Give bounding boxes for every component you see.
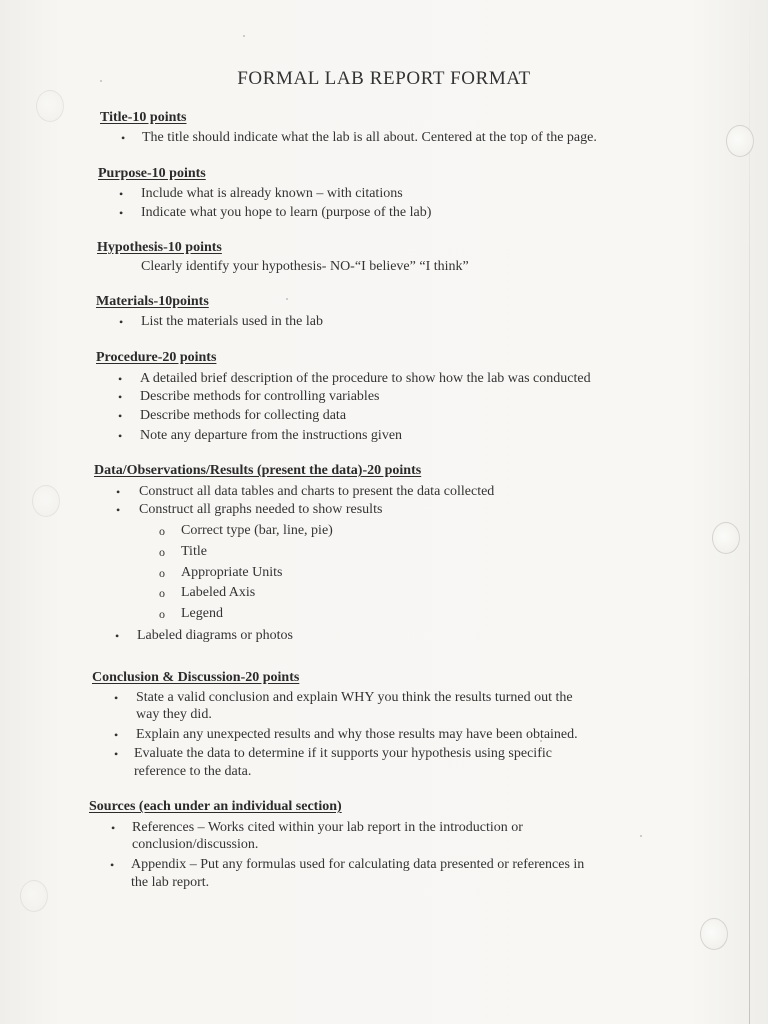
punch-hole-bottom-right: [700, 918, 728, 950]
sub-list-item: Appropriate Units: [181, 565, 283, 580]
bullet-icon: •: [121, 131, 126, 145]
list-item: Include what is already known – with citations: [141, 186, 403, 201]
punch-hole-middle-right: [712, 522, 740, 554]
bullet-icon: •: [118, 372, 123, 386]
sub-list-item: Correct type (bar, line, pie): [181, 523, 333, 538]
list-item: The title should indicate what the lab is all about. Centered at the top of the page.: [142, 130, 597, 145]
list-item: Appendix – Put any formulas used for calculating data presented or references in: [131, 857, 585, 872]
sub-bullet-icon: o: [159, 524, 165, 538]
bullet-icon: •: [118, 409, 123, 423]
section-sources: [89, 799, 342, 815]
section-materials: [96, 294, 209, 310]
bullet-icon: •: [114, 747, 119, 761]
section-heading: Materials-10points: [96, 294, 209, 309]
section-heading: Procedure-20 points: [96, 350, 217, 365]
bullet-icon: •: [118, 390, 123, 404]
bullet-icon: •: [116, 485, 121, 499]
bullet-icon: •: [119, 206, 124, 220]
section-title: [100, 110, 186, 126]
list-item-continued: reference to the data.: [134, 764, 252, 779]
sub-list-item: Legend: [181, 606, 223, 621]
section-conclusion: [92, 670, 299, 686]
sub-bullet-icon: o: [159, 545, 165, 559]
punch-hole-top-left: [36, 90, 64, 122]
bullet-icon: •: [118, 429, 123, 443]
list-item: List the materials used in the lab: [141, 314, 323, 329]
bullet-icon: •: [119, 315, 124, 329]
list-item: Labeled diagrams or photos: [137, 628, 293, 643]
bullet-icon: •: [114, 691, 119, 705]
sub-list-item: Labeled Axis: [181, 585, 256, 600]
list-item: Explain any unexpected results and why those results may have been obtained.: [136, 727, 578, 742]
sub-bullet-icon: o: [159, 607, 165, 621]
scan-speck: [243, 35, 245, 37]
list-item: Note any departure from the instructions given: [140, 428, 403, 443]
section-heading: Title-10 points: [100, 110, 187, 125]
bullet-icon: •: [119, 187, 124, 201]
bullet-icon: •: [115, 629, 120, 643]
section-hypothesis: [97, 240, 222, 256]
list-item-continued: the lab report.: [131, 875, 210, 890]
punch-hole-middle-left: [32, 485, 60, 517]
page-title: FORMAL LAB REPORT FORMAT: [237, 68, 531, 89]
list-item: A detailed brief description of the procedure to show how the lab was conducted: [140, 371, 591, 386]
section-heading: Sources (each under an individual section): [89, 799, 342, 814]
list-item-continued: conclusion/discussion.: [132, 837, 259, 852]
bullet-icon: •: [111, 821, 116, 835]
list-item: Construct all data tables and charts to present the data collected: [139, 484, 495, 499]
hypothesis-text: Clearly identify your hypothesis- NO-“I believe” “I think”: [141, 259, 469, 274]
punch-hole-top-right: [726, 125, 754, 157]
bullet-icon: •: [116, 503, 121, 517]
section-heading: Data/Observations/Results (present the data)-20 points: [94, 463, 422, 478]
bullet-icon: •: [114, 728, 119, 742]
sub-bullet-icon: o: [159, 586, 165, 600]
section-heading: Conclusion & Discussion-20 points: [92, 670, 300, 685]
list-item: Evaluate the data to determine if it supports your hypothesis using specific: [134, 746, 552, 761]
list-item: Construct all graphs needed to show results: [139, 502, 383, 517]
scan-speck: [286, 298, 288, 300]
section-procedure: [96, 350, 216, 366]
section-heading: Hypothesis-10 points: [97, 240, 222, 255]
sub-bullet-icon: o: [159, 566, 165, 580]
list-item: Indicate what you hope to learn (purpose of the lab): [141, 205, 432, 220]
list-item: Describe methods for collecting data: [140, 408, 347, 423]
sub-list-item: Title: [181, 544, 207, 559]
list-item: Describe methods for controlling variables: [140, 389, 380, 404]
scan-speck: [640, 835, 642, 837]
punch-hole-bottom-left: [20, 880, 48, 912]
section-data: [94, 463, 421, 479]
section-heading: Purpose-10 points: [98, 166, 206, 181]
section-purpose: [98, 166, 206, 182]
list-item: References – Works cited within your lab report in the introduction or: [132, 820, 523, 835]
bullet-icon: •: [110, 858, 115, 872]
page-edge-shadow: [749, 0, 750, 1024]
list-item: State a valid conclusion and explain WHY you think the results turned out the: [136, 690, 573, 705]
list-item-continued: way they did.: [136, 707, 212, 722]
